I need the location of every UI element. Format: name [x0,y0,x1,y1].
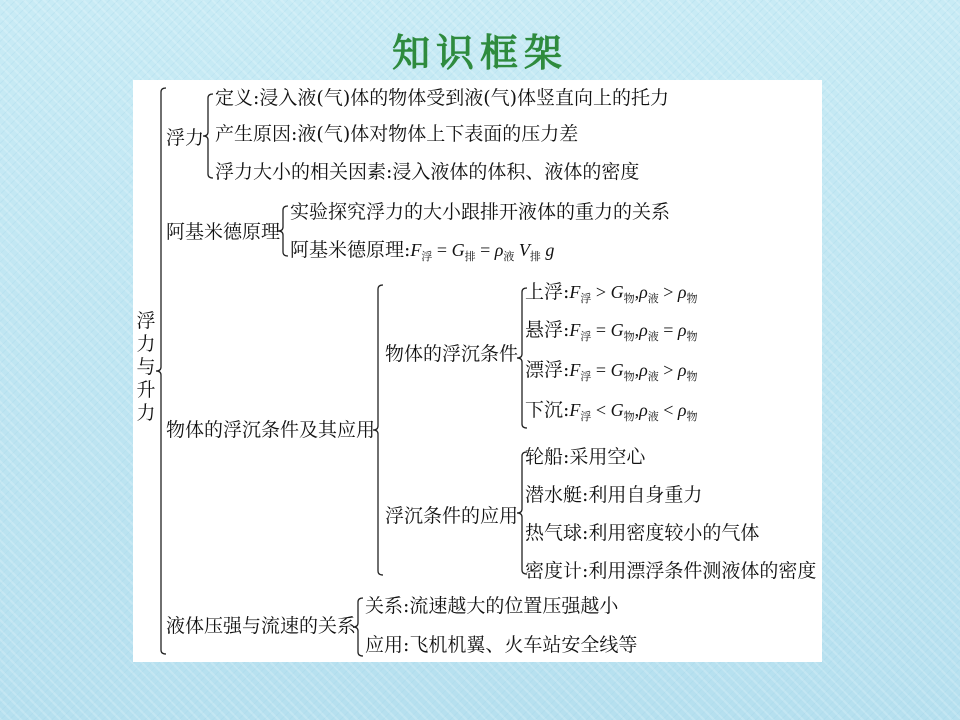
application-item: 热气球:利用密度较小的气体 [525,522,760,544]
condition-g-sub: 物 [623,411,635,423]
condition-item [525,358,698,389]
condition-f: F [569,282,581,302]
condition-op2: < [658,400,678,420]
principle-prefix: 阿基米德原理: [290,239,411,261]
condition-f-sub: 浮 [580,411,592,423]
condition-sep: , [634,400,640,420]
condition-f-sub: 浮 [580,293,592,305]
condition-sep: , [634,360,640,380]
condition-g: G [610,282,624,302]
root-char: 浮 [136,310,156,332]
condition-g: G [610,320,624,340]
formula-g-sub: 排 [464,251,476,263]
buoyancy-brace [203,94,213,178]
formula-v-sub: 排 [529,251,541,263]
root-char: 与 [136,356,156,378]
root-brace [156,88,166,654]
archimedes-experiment: 实验探究浮力的大小跟排开液体的重力的关系 [290,201,671,223]
formula-g-weight: G [451,240,465,260]
root-char: 力 [136,402,156,424]
formula-rho: ρ [494,240,504,260]
condition-rho-object-sub: 物 [686,293,698,305]
condition-rho-liquid: ρ [639,282,648,302]
condition-op1: = [591,320,611,340]
condition-rho-liquid: ρ [639,400,648,420]
condition-name: 悬浮: [525,319,570,341]
condition-name: 下沉: [525,399,570,421]
knowledge-framework-panel [133,80,822,662]
condition-f: F [569,400,581,420]
condition-name: 漂浮: [525,359,570,381]
application-item: 潜水艇:利用自身重力 [525,484,703,506]
root-char: 升 [136,379,156,401]
application-item: 密度计:利用漂浮条件测液体的密度 [525,560,817,582]
condition-g: G [610,400,624,420]
condition-rho-object-sub: 物 [686,331,698,343]
sink-float-label: 物体的浮沉条件及其应用 [166,419,376,441]
formula-eq: = [480,240,491,260]
bernoulli-label: 液体压强与流速的关系 [166,615,357,637]
condition-name: 上浮: [525,281,570,303]
condition-g-sub: 物 [623,293,635,305]
condition-sep: , [634,282,640,302]
condition-rho-object: ρ [677,400,687,420]
condition-rho-liquid: ρ [639,320,648,340]
condition-rho-object: ρ [677,320,687,340]
bernoulli-relation: 关系:流速越大的位置压强越小 [365,595,619,617]
conditions-label: 物体的浮沉条件 [385,343,519,365]
condition-rho-object: ρ [677,282,687,302]
applications-label: 浮沉条件的应用 [385,505,519,527]
condition-op2: = [658,320,678,340]
condition-rho-liquid-sub: 液 [647,293,659,305]
buoyancy-factors: 浮力大小的相关因素:浸入液体的体积、液体的密度 [215,161,640,183]
formula-g: g [545,240,555,260]
bernoulli-application: 应用:飞机机翼、火车站安全线等 [365,634,638,656]
buoyancy-label: 浮力 [166,127,205,149]
condition-rho-liquid-sub: 液 [647,371,659,383]
page-title: 知识框架 [391,31,568,75]
condition-f-sub: 浮 [580,371,592,383]
condition-rho-liquid-sub: 液 [647,331,659,343]
condition-rho-liquid-sub: 液 [647,411,659,423]
condition-rho-object-sub: 物 [686,411,698,423]
condition-rho-liquid: ρ [639,360,648,380]
condition-op2: > [658,282,678,302]
condition-op1: < [591,400,611,420]
formula-rho-sub: 液 [503,251,515,263]
formula-v: V [518,240,530,260]
buoyancy-cause: 产生原因:液(气)体对物体上下表面的压力差 [215,123,579,145]
condition-sep: , [634,320,640,340]
condition-g: G [610,360,624,380]
root-char: 力 [136,333,156,355]
archimedes-label: 阿基米德原理 [166,221,281,243]
condition-rho-object-sub: 物 [686,371,698,383]
condition-item [525,318,698,349]
applications-brace [517,452,527,574]
archimedes-principle [290,238,554,269]
condition-op1: = [591,360,611,380]
application-item: 轮船:采用空心 [525,446,646,468]
formula-f-sub: 浮 [421,251,433,263]
condition-op1: > [591,282,611,302]
condition-f: F [569,360,581,380]
condition-f-sub: 浮 [580,331,592,343]
condition-g-sub: 物 [623,371,635,383]
condition-f: F [569,320,581,340]
condition-item [525,398,698,429]
formula-eq: = [436,240,448,260]
formula-f: F [410,240,422,260]
condition-item [525,280,698,311]
condition-g-sub: 物 [623,331,635,343]
condition-op2: > [658,360,678,380]
condition-rho-object: ρ [677,360,687,380]
buoyancy-definition: 定义:浸入液(气)体的物体受到液(气)体竖直向上的托力 [215,87,670,109]
